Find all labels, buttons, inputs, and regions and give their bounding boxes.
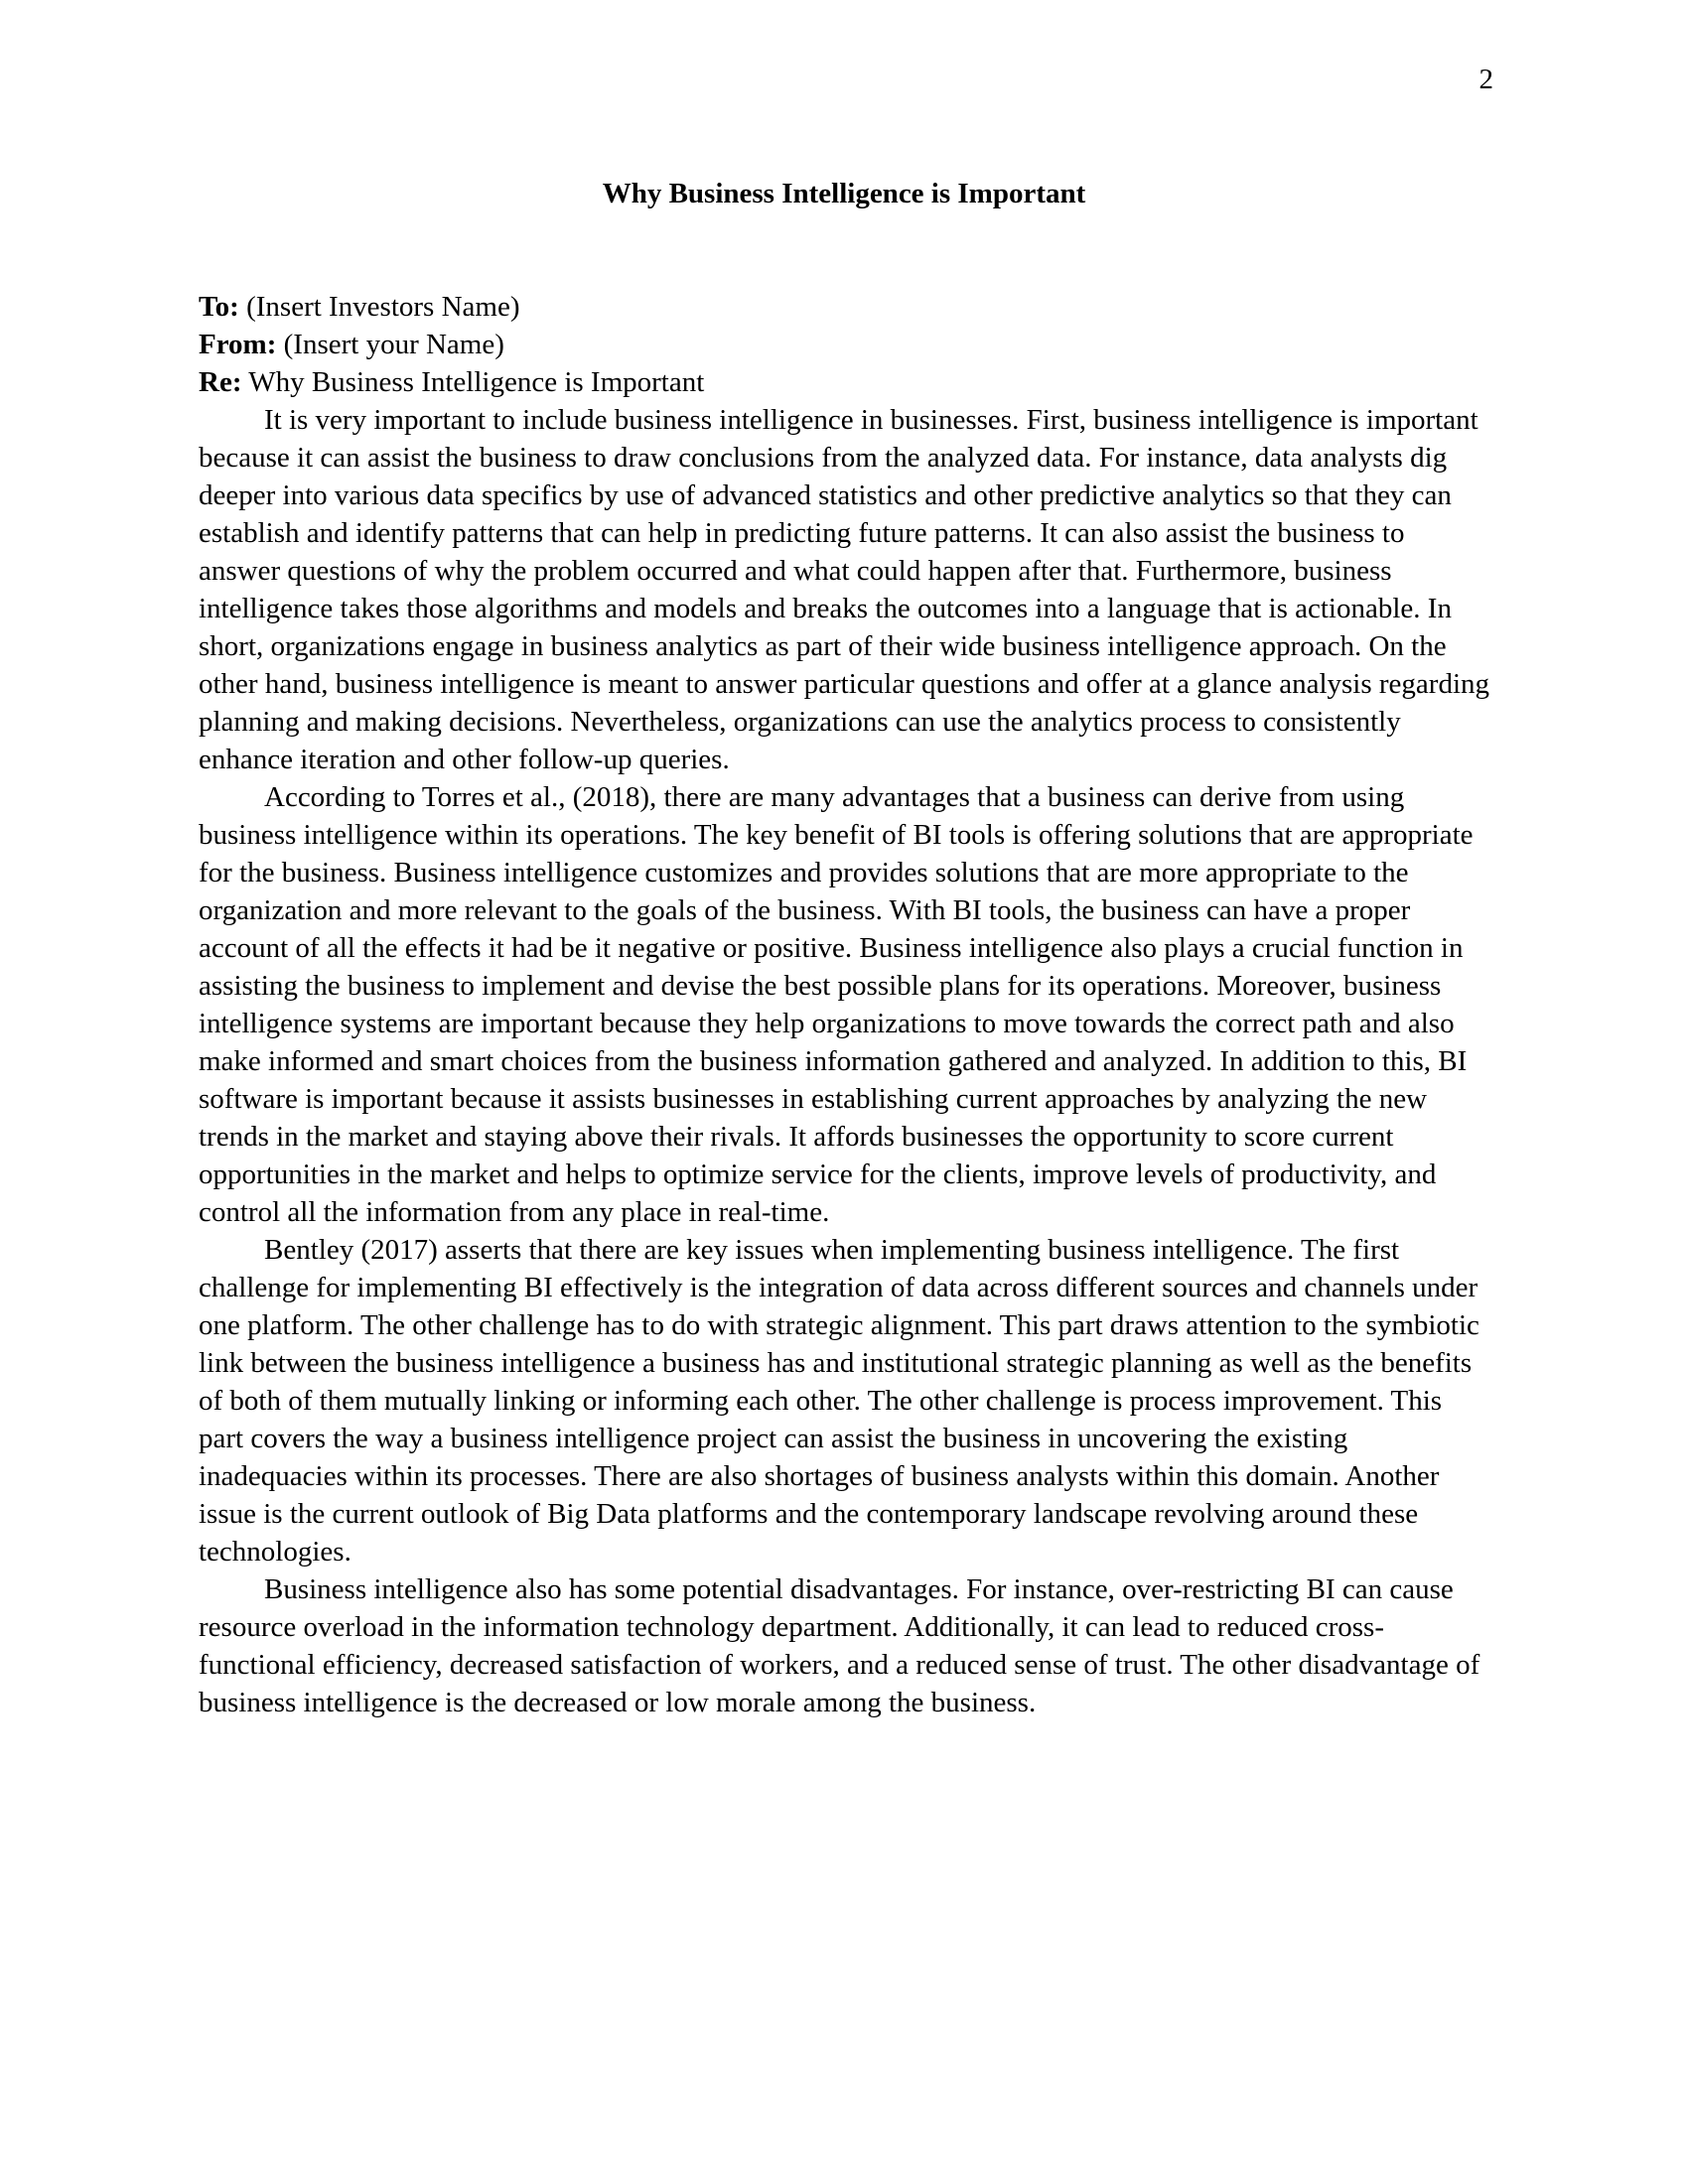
memo-to-label: To: <box>199 291 239 323</box>
body-paragraph: It is very important to include business intelligence in businesses. First, business intelligence is important because it can assist the business to draw conclusions from the analyzed data. For instance, data analysts dig deeper into various data specifics by use of advanced statistics and other predictive analytics so that they can establish and identify patterns that can help in predicting future patterns. It can also assist the business to answer questions of why the problem occurred and what could happen after that. Furthermore, business intelligence takes those algorithms and models and breaks the outcomes into a language that is actionable. In short, organizations engage in business analytics as part of their wide business intelligence approach. On the other hand, business intelligence is meant to answer particular questions and offer at a glance analysis regarding planning and making decisions. Nevertheless, organizations can use the analytics process to consistently enhance iteration and other follow-up queries. <box>199 404 1490 775</box>
body-paragraph: Business intelligence also has some potential disadvantages. For instance, over-restricting BI can cause resource overload in the information technology department. Additionally, it can lead to reduced cross-functional efficiency, decreased satisfaction of workers, and a reduced sense of trust. The other disadvantage of business intelligence is the decreased or low morale among the business. <box>199 1573 1480 1718</box>
body-paragraph: According to Torres et al., (2018), there are many advantages that a business can derive from using business intelligence within its operations. The key benefit of BI tools is offering solutions that are appropriate for the business. Business intelligence customizes and provides solutions that are more appropriate to the organization and more relevant to the goals of the business. With BI tools, the business can have a proper account of all the effects it had be it negative or positive. Business intelligence also plays a crucial function in assisting the business to implement and devise the best possible plans for its operations. Moreover, business intelligence systems are important because they help organizations to move towards the correct path and also make informed and smart choices from the business information gathered and analyzed. In addition to this, BI software is important because it assists businesses in establishing current approaches by analyzing the new trends in the market and staying above their rivals. It affords businesses the opportunity to score current opportunities in the market and helps to optimize service for the clients, improve levels of productivity, and control all the information from any place in real-time. <box>199 781 1474 1228</box>
memo-to-value: (Insert Investors Name) <box>246 291 520 323</box>
memo-re-value: Why Business Intelligence is Important <box>248 366 705 398</box>
memo-to-line <box>199 288 1489 326</box>
memo-header-block <box>199 288 1489 401</box>
memo-from-value: (Insert your Name) <box>283 329 504 360</box>
memo-re-label: Re: <box>199 366 242 398</box>
memo-from-label: From: <box>199 329 277 360</box>
memo-re-line <box>199 363 1489 401</box>
document-title: Why Business Intelligence is Important <box>602 178 1086 209</box>
body-paragraph: Bentley (2017) asserts that there are key issues when implementing business intelligence. The first challenge for implementing BI effectively is the integration of data across different sources and channels under one platform. The other challenge has to do with strategic alignment. This part draws attention to the symbiotic link between the business intelligence a business has and institutional strategic planning as well as the benefits of both of them mutually linking or informing each other. The other challenge is process improvement. This part covers the way a business intelligence project can assist the business in uncovering the existing inadequacies within its processes. There are also shortages of business analysts within this domain. Another issue is the current outlook of Big Data platforms and the contemporary landscape revolving around these technologies. <box>199 1234 1479 1568</box>
document-body <box>199 175 1489 1721</box>
title-spacer <box>199 212 1489 288</box>
memo-from-line <box>199 326 1489 363</box>
page-number: 2 <box>1478 64 1493 95</box>
